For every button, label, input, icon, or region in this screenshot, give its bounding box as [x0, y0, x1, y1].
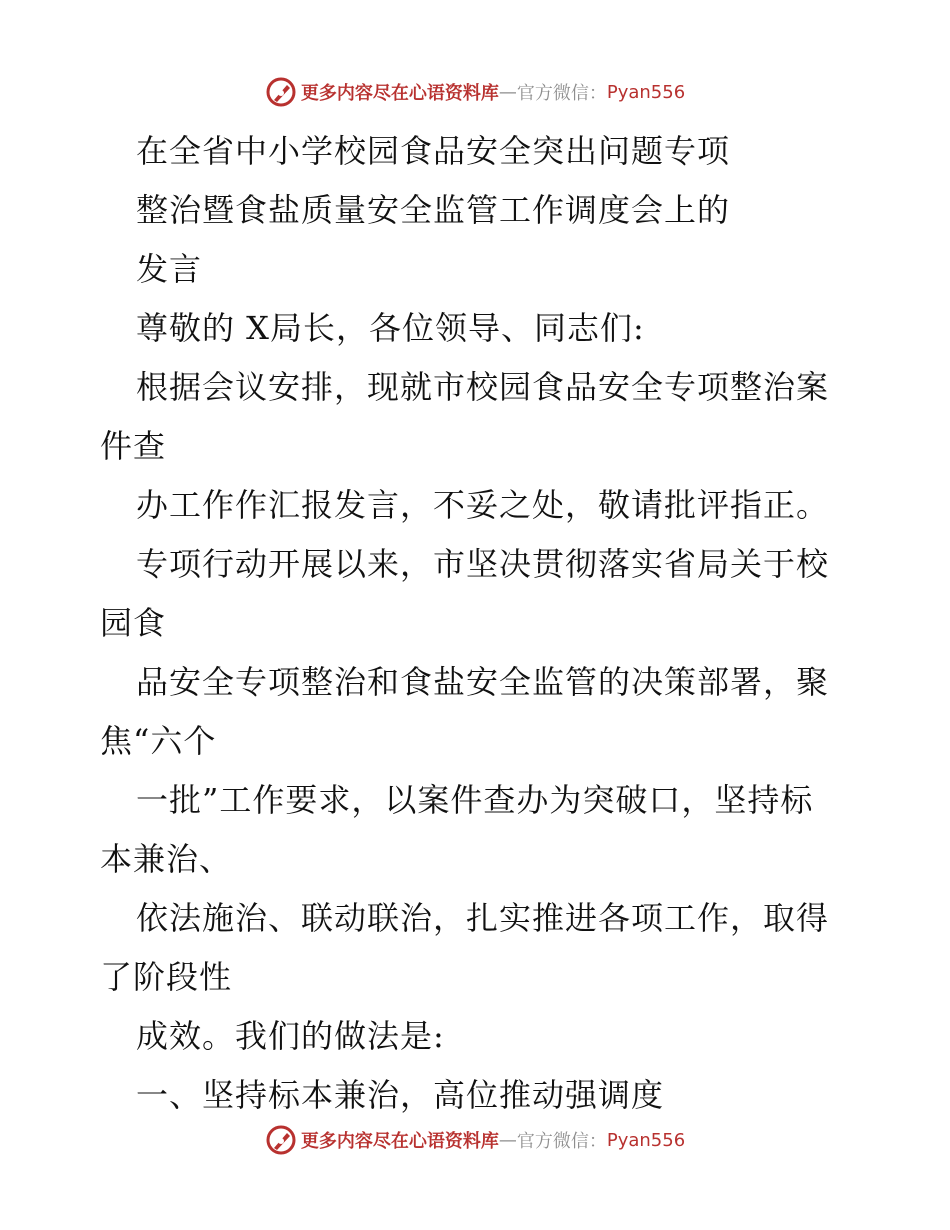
- watermark-label: 官方微信：: [516, 1131, 607, 1152]
- doc-paragraph-line: 专项行动开展以来，市坚决贯彻落实省局关于校: [136, 545, 830, 583]
- watermark-brand: 更多内容尽在心语资料库: [300, 83, 499, 104]
- doc-paragraph-line: 一批”工作要求，以案件查办为突破口，坚持标: [136, 781, 814, 819]
- doc-title-line-1: 在全省中小学校园食品安全突出问题专项: [136, 132, 731, 170]
- doc-section-heading: 一、坚持标本兼治，高位推动强调度: [136, 1076, 665, 1114]
- doc-paragraph-line: 品安全专项整治和食盐安全监管的决策部署，聚: [136, 663, 830, 701]
- watermark-wechat-id: Pyan556: [606, 81, 686, 103]
- doc-paragraph-line: 园食: [100, 604, 167, 642]
- doc-salutation: 尊敬的 X局长，各位领导、同志们:: [136, 309, 645, 347]
- watermark-label: 官方微信：: [516, 83, 607, 104]
- doc-paragraph-line: 依法施治、联动联治，扎实推进各项工作，取得: [136, 899, 830, 937]
- doc-paragraph-line: 根据会议安排，现就市校园食品安全专项整治案: [136, 368, 830, 406]
- doc-title-line-3: 发言: [136, 250, 203, 288]
- watermark-separator: —: [498, 1129, 517, 1151]
- doc-paragraph-line: 本兼治、: [100, 840, 233, 878]
- watermark-brand: 更多内容尽在心语资料库: [300, 1131, 499, 1152]
- header-watermark: [0, 72, 950, 112]
- watermark-wechat-id: Pyan556: [606, 1129, 686, 1151]
- watermark-separator: —: [498, 81, 517, 103]
- quill-seal-icon: [265, 1124, 297, 1156]
- footer-watermark: [0, 1120, 950, 1160]
- doc-paragraph-line: 成效。我们的做法是:: [136, 1017, 445, 1055]
- doc-paragraph-line: 办工作作汇报发言，不妥之处，敬请批评指正。: [136, 486, 830, 524]
- doc-paragraph-line: 焦“六个: [100, 722, 217, 760]
- doc-paragraph-line: 了阶段性: [100, 958, 233, 996]
- doc-paragraph-line: 件查: [100, 427, 167, 465]
- doc-title-line-2: 整治暨食盐质量安全监管工作调度会上的: [136, 191, 731, 229]
- quill-seal-icon: [265, 76, 297, 108]
- document-body: [0, 122, 950, 1125]
